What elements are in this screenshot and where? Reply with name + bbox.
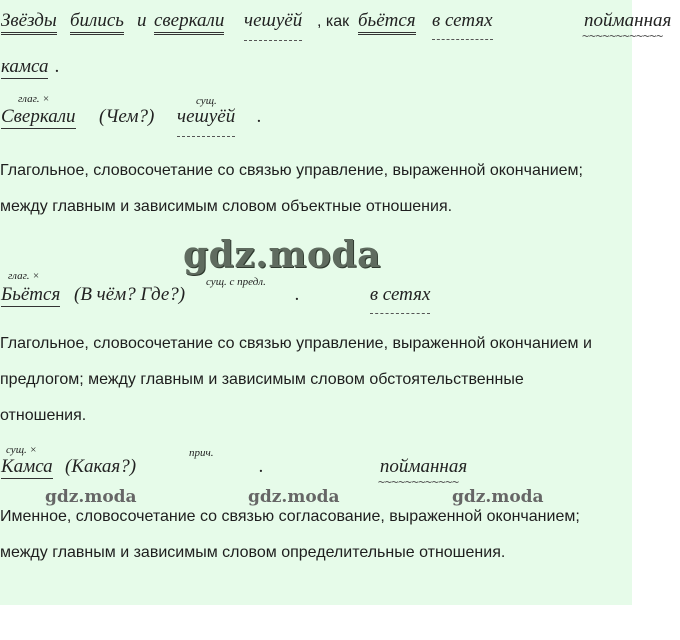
conjunction-i: и bbox=[137, 10, 147, 31]
watermark-small-1: gdz.moda bbox=[45, 487, 137, 507]
phrase1-dep-label: сущ. bbox=[196, 95, 217, 107]
predicate-bilis: бились bbox=[70, 10, 124, 35]
phrase2-description: Глагольное, словосочетание со связью управление, выраженной окончанием и предлогом; между главным и зависимым словом обстоятельственные отношения. bbox=[0, 335, 592, 424]
phrase2-main-label: глаг. × bbox=[8, 270, 40, 282]
watermark-small-2: gdz.moda bbox=[248, 487, 340, 507]
phrase3-main-label: сущ. × bbox=[6, 444, 37, 456]
phrase1-question: (Чем?) bbox=[99, 106, 155, 127]
phrase2-dep-word: в сетях bbox=[369, 284, 431, 305]
watermark-large: gdz.moda bbox=[183, 234, 381, 276]
phrase1-description: Глагольное, словосочетание со связью управление, выраженной окончанием; между главным и зависимым словом объектные отношения. bbox=[0, 162, 583, 215]
phrase3-main-word: Камса bbox=[1, 456, 53, 477]
attribute-poymannaya: пойманная ~~~~~ bbox=[584, 10, 671, 31]
predicate-sverkali: сверкали bbox=[154, 10, 224, 35]
phrase3-question: (Какая?) bbox=[65, 456, 137, 477]
predicate-betsya: бьётся bbox=[358, 10, 416, 35]
phrase1-dep-word: чешуёй bbox=[177, 106, 235, 137]
phrase3-description: Именное, словосочетание со связью согласование, выраженной окончанием; между главным и зависимым словом определительные отношения. bbox=[0, 508, 580, 561]
phrase1-main-word: Сверкали bbox=[1, 106, 76, 127]
phrase2-dep-label: сущ. с предл. bbox=[206, 276, 266, 288]
phrase3-dep-label: прич. bbox=[189, 447, 214, 459]
watermark-small-3: gdz.moda bbox=[452, 487, 544, 507]
phrase2-end: . bbox=[295, 284, 300, 305]
object-cheshuey: чешуёй bbox=[244, 10, 302, 41]
phrase2-question: (В чём? Где?) bbox=[74, 284, 186, 305]
comma-kak: , как bbox=[317, 13, 350, 30]
phrase2-main-word: Бьётся bbox=[1, 284, 61, 305]
adverbial-v-setyakh: в сетях bbox=[432, 10, 493, 31]
phrase3-dep-word: пойманная ~~~~~ bbox=[380, 456, 467, 477]
phrase1-main-label: глаг. × bbox=[18, 93, 50, 105]
phrase3-end: . bbox=[259, 456, 264, 477]
sentence-end: . bbox=[55, 56, 60, 77]
phrase1-end: . bbox=[257, 106, 262, 127]
subject-zvezdy: Звёзды bbox=[1, 10, 57, 35]
subject-kamsa: камса bbox=[1, 56, 49, 77]
